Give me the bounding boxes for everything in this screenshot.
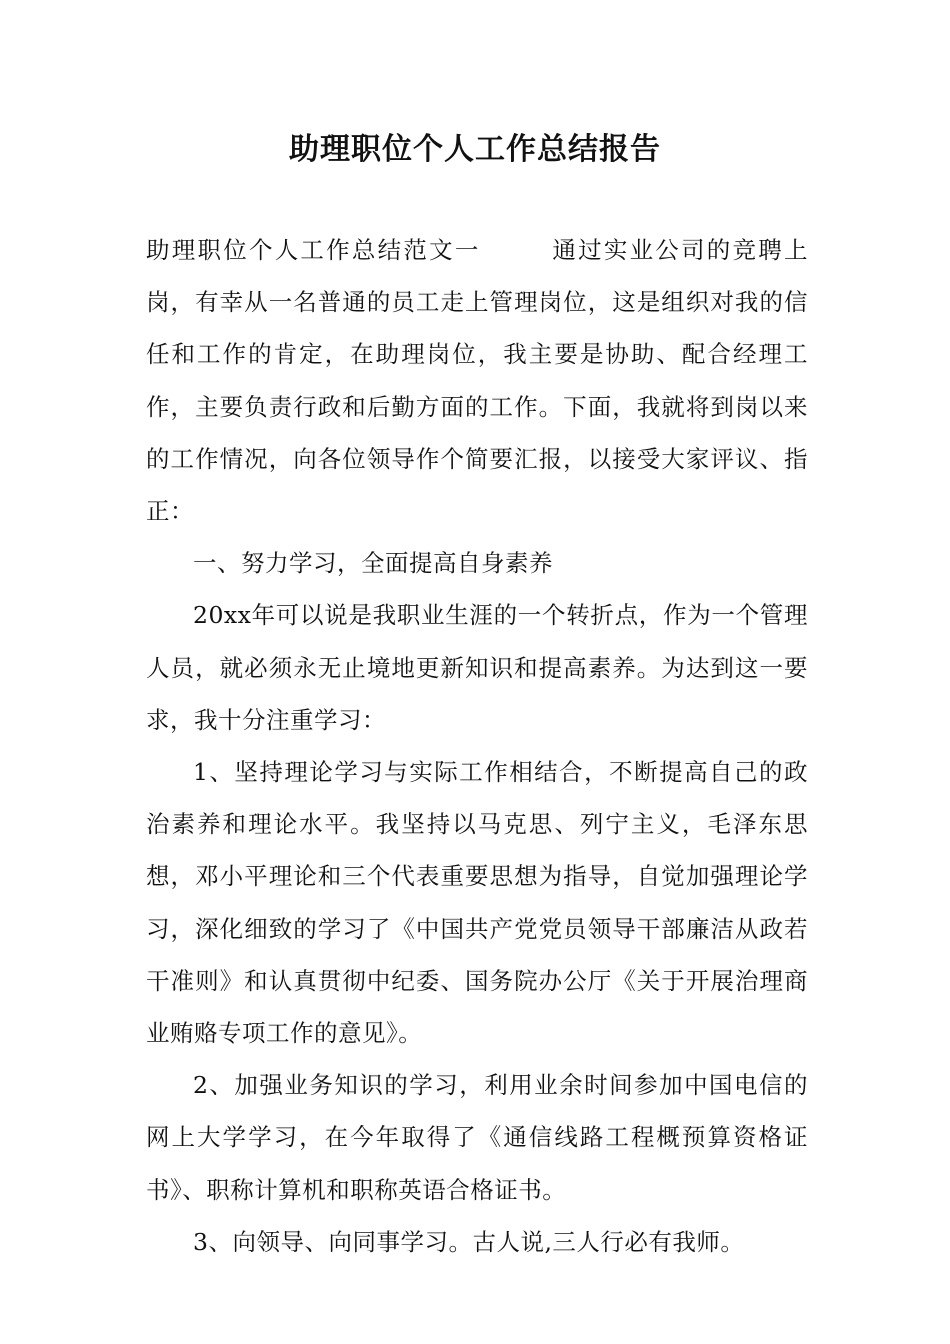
point-3: 3、向领导、向同事学习。古人说,三人行必有我师。 [193,1227,745,1256]
point-2: 2、加强业务知识的学习，利用业余时间参加中国电信的网上大学学习，在今年取得了《通信线路工程概预算资格证书》、职称计算机和职称英语合格证书。 [146,1071,808,1204]
document-title: 助理职位个人工作总结报告 [289,132,661,167]
section-heading: 一、努力学习，全面提高自身素养 [193,549,553,578]
intro-heading: 助理职位个人工作总结范文一 [146,236,481,264]
paragraph-20xx: 20xx年可以说是我职业生涯的一个转折点，作为一个管理人员，就必须永无止境地更新知识和提高素养。为达到这一要求，我十分注重学习： [146,601,808,734]
document-body [146,224,808,1268]
intro-paragraph [146,224,808,537]
point-1: 1、坚持理论学习与实际工作相结合，不断提高自己的政治素养和理论水平。我坚持以马克思、列宁主义，毛泽东思想，邓小平理论和三个代表重要思想为指导，自觉加强理论学习，深化细致的学习了《中国共产党党员领导干部廉洁从政若干准则》和认真贯彻中纪委、国务院办公厅《关于开展治理商业贿赂专项工作的意见》。 [146,758,808,1048]
intro-text: 通过实业公司的竞聘上岗，有幸从一名普通的员工走上管理岗位，这是组织对我的信任和工作的肯定，在助理岗位，我主要是协助、配合经理工作，主要负责行政和后勤方面的工作。下面，我就将到岗以来的工作情况，向各位领导作个简要汇报，以接受大家评议、指正： [146,236,809,526]
